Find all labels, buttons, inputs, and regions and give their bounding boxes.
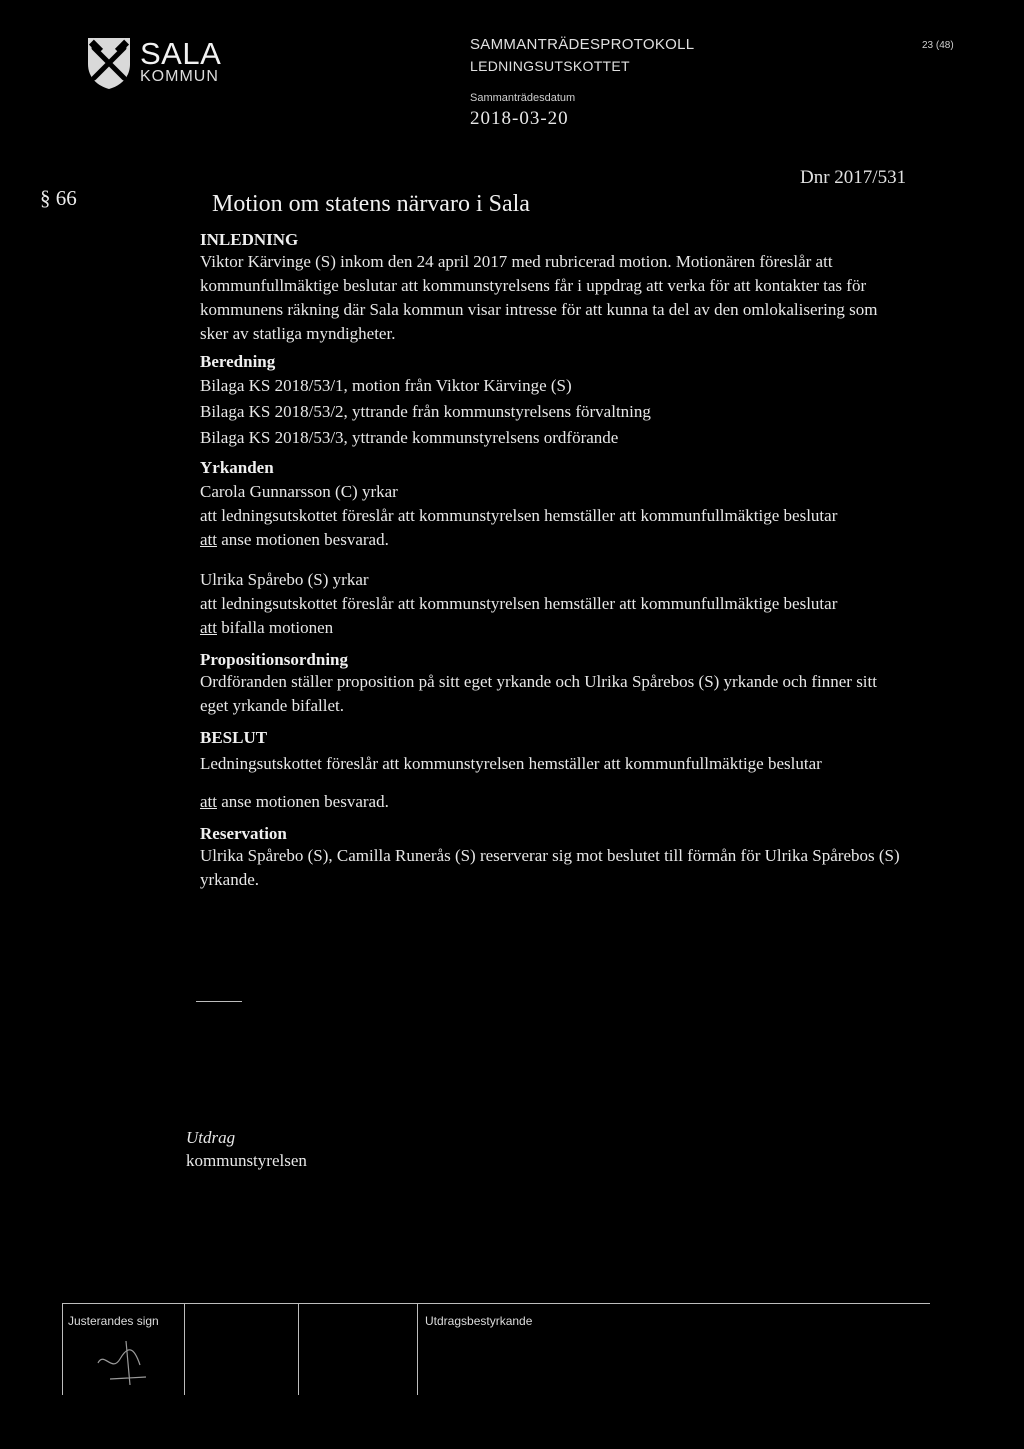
signature-box-divider [62, 1303, 63, 1395]
inledning-heading: INLEDNING [200, 230, 299, 249]
propositionsordning-section [200, 650, 900, 718]
logo-subtitle: KOMMUN [140, 68, 219, 85]
beredning-item: Bilaga KS 2018/53/3, yttrande kommunstyrelsens ordförande [200, 428, 619, 447]
beslut-section [200, 728, 900, 814]
end-divider [196, 1001, 242, 1002]
coat-of-arms-icon [84, 34, 134, 90]
municipality-logo [84, 22, 244, 94]
extract-certification-label: Utdragsbestyrkande [425, 1314, 533, 1328]
beredning-item: Bilaga KS 2018/53/1, motion från Viktor Kärvinge (S) [200, 376, 572, 395]
section-title: Motion om statens närvaro i Sala [212, 191, 530, 217]
inledning-section [200, 230, 900, 346]
meeting-date: 2018-03-20 [470, 108, 569, 129]
page-number: 23 (48) [922, 40, 954, 51]
beredning-heading: Beredning [200, 352, 276, 371]
yrkande-proposer: Carola Gunnarsson (C) yrkar [200, 482, 398, 501]
reservation-section [200, 824, 900, 892]
signature-box-divider [298, 1303, 299, 1395]
beredning-section [200, 352, 900, 450]
reservation-heading: Reservation [200, 824, 287, 843]
att-keyword: att [200, 618, 217, 637]
propositionsordning-text: Ordföranden ställer proposition på sitt eget yrkande och Ulrika Spårebos (S) yrkande och finner sitt eget yrkande bifallet. [200, 672, 877, 715]
document-type: SAMMANTRÄDESPROTOKOLL [470, 36, 695, 53]
signature-box-top-line [62, 1303, 930, 1304]
beslut-text: Ledningsutskottet föreslår att kommunstyrelsen hemställer att kommunfullmäktige beslutar [200, 754, 822, 773]
signature-box-divider [184, 1303, 185, 1395]
yrkande-decision [200, 528, 900, 552]
yrkande-proposer: Ulrika Spårebo (S) yrkar [200, 570, 369, 589]
document-body: LEDNINGSUTSKOTTET [470, 58, 630, 74]
protocol-content [200, 230, 900, 892]
beslut-decision [200, 790, 900, 814]
yrkande-text: att ledningsutskottet föreslår att kommunstyrelsen hemställer att kommunfullmäktige beslutar [200, 506, 838, 525]
beslut-heading: BESLUT [200, 728, 268, 747]
yrkanden-section [200, 458, 900, 640]
reservation-text: Ulrika Spårebo (S), Camilla Runerås (S) reserverar sig mot beslutet till förmån för Ulrika Spårebos (S) yrkande. [200, 846, 900, 889]
inledning-text: Viktor Kärvinge (S) inkom den 24 april 2017 med rubricerad motion. Motionären föreslår att kommunfullmäktige beslutar att kommunstyrelsens får i uppdrag att verka för att kontakter tas för kommunens räkning där Sala kommun visar intresse för att kunna ta del av den omlokalisering som sker av statliga myndigheter. [200, 252, 878, 343]
att-keyword: att [200, 530, 217, 549]
extract-label: Utdrag [186, 1128, 236, 1147]
signature-box-divider [417, 1303, 418, 1395]
diary-number: Dnr 2017/531 [800, 167, 907, 188]
initials-signature [90, 1333, 160, 1389]
meeting-date-label: Sammanträdesdatum [470, 92, 576, 104]
paragraph-number: § 66 [40, 186, 77, 210]
signature-box [62, 1303, 930, 1395]
propositionsordning-heading: Propositionsordning [200, 650, 349, 669]
beredning-item: Bilaga KS 2018/53/2, yttrande från kommunstyrelsens förvaltning [200, 402, 651, 421]
logo-name: SALA [140, 36, 222, 71]
yrkande-decision-text: bifalla motionen [217, 618, 334, 637]
signature-label: Justerandes sign [68, 1314, 159, 1328]
yrkanden-heading: Yrkanden [200, 458, 274, 477]
yrkande-text: att ledningsutskottet föreslår att kommunstyrelsen hemställer att kommunfullmäktige beslutar [200, 594, 838, 613]
yrkande-decision-text: anse motionen besvarad. [217, 530, 389, 549]
extract-recipient: kommunstyrelsen [186, 1151, 307, 1170]
beslut-decision-text: anse motionen besvarad. [217, 792, 389, 811]
yrkande-decision [200, 616, 900, 640]
att-keyword: att [200, 792, 217, 811]
